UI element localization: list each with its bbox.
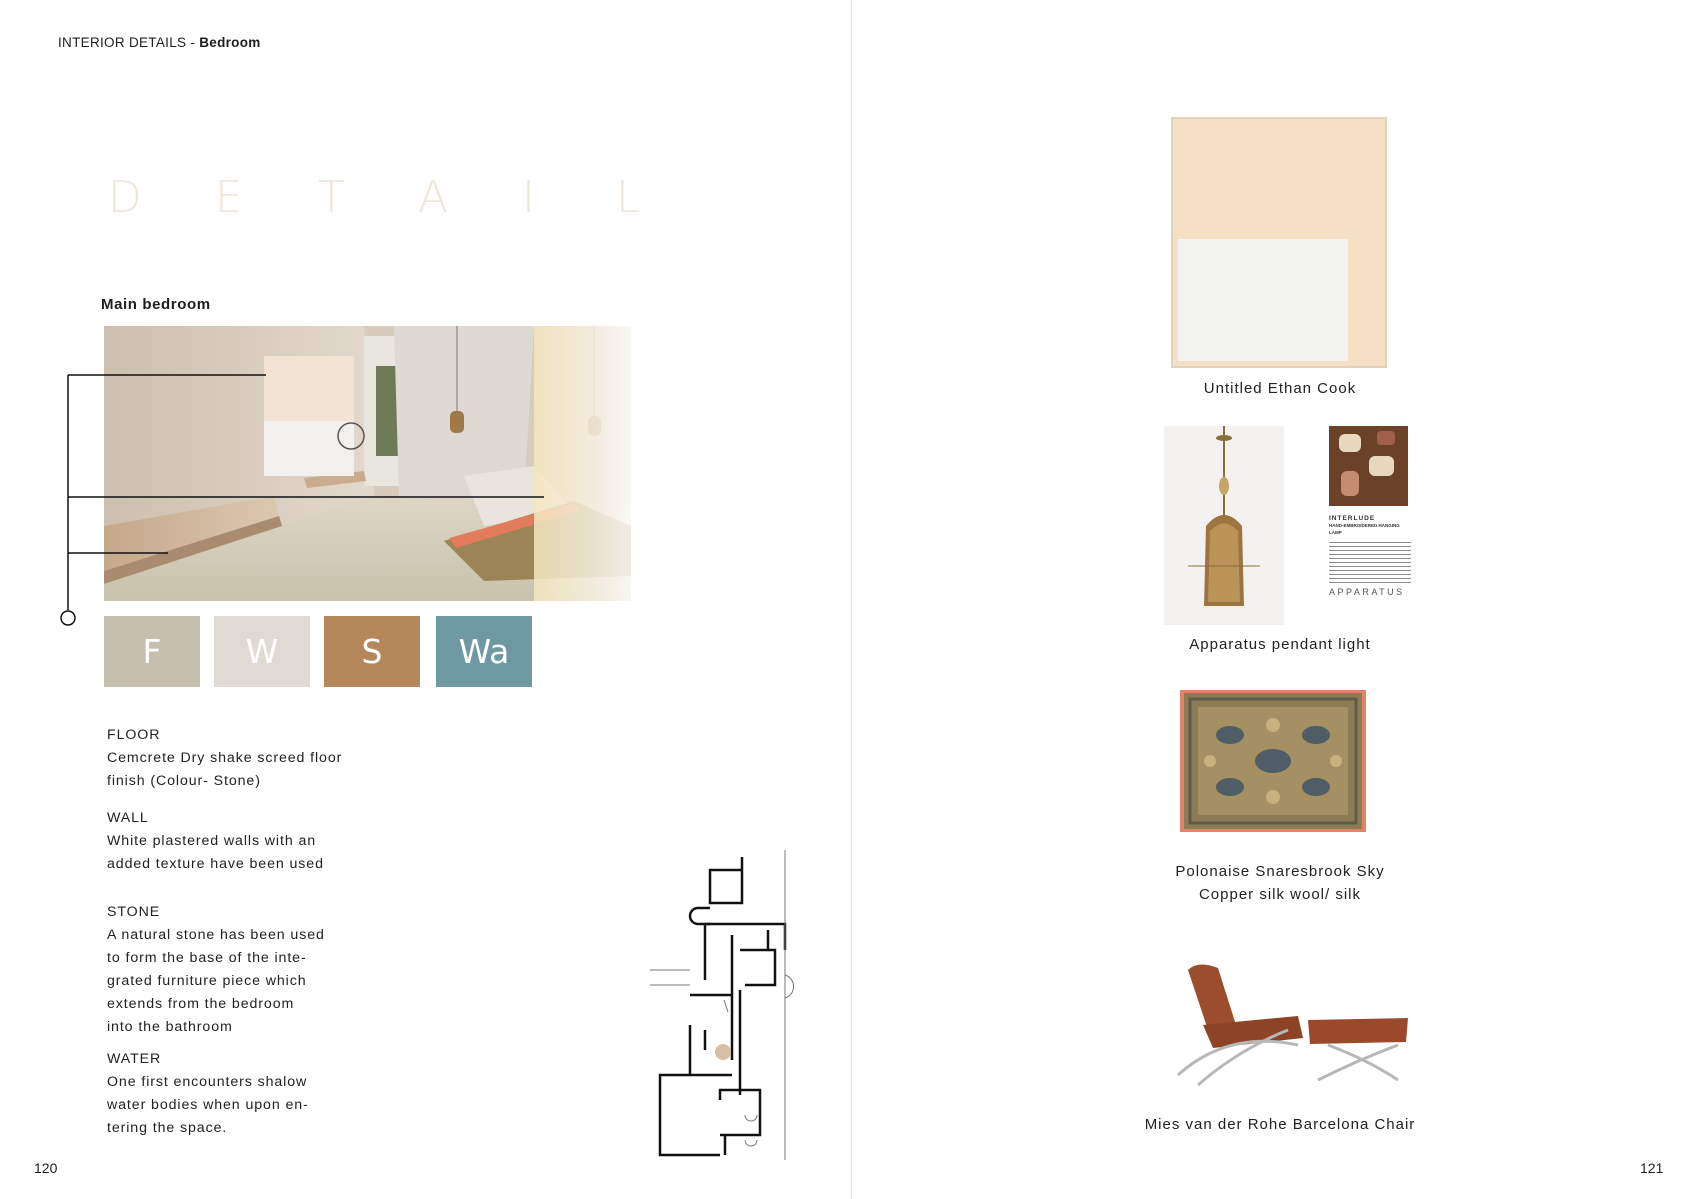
watermark-letter: E (215, 172, 243, 223)
swatch-label: F (142, 632, 162, 671)
callout-lines (60, 360, 580, 630)
page-number-right: 121 (1640, 1160, 1664, 1176)
watermark-letter: L (616, 172, 641, 223)
spec-line: to form the base of the inte- (107, 950, 307, 966)
spec-heading: FLOOR (107, 727, 161, 743)
header-prefix: INTERIOR DETAILS - (58, 35, 200, 50)
rug-caption (1100, 860, 1460, 906)
wall-swatch (214, 616, 310, 687)
spec-line: into the bathroom (107, 1019, 233, 1035)
watermark-letter: A (418, 172, 449, 223)
spec-line: A natural stone has been used (107, 927, 325, 943)
swatch-label: S (361, 632, 383, 671)
spec-line: finish (Colour- Stone) (107, 773, 261, 789)
apparatus-card-body-text (1329, 539, 1411, 583)
embroidery-detail-image (1329, 426, 1408, 506)
spec-heading: STONE (107, 904, 161, 920)
pendant-light-image (1164, 426, 1284, 625)
header-room: Bedroom (199, 35, 261, 50)
swatch-label: Wa (458, 632, 510, 671)
apparatus-card-subtitle: HAND-EMBROIDERED HANGING LAMP (1329, 523, 1400, 535)
apparatus-info-card (1329, 515, 1411, 623)
spec-line: water bodies when upon en- (107, 1097, 309, 1113)
product-caption: Untitled Ethan Cook (1203, 380, 1357, 397)
apparatus-card-title: INTERLUDE (1329, 515, 1376, 522)
page-number-left: 120 (34, 1160, 58, 1176)
spec-line: added texture have been used (107, 856, 324, 872)
product-caption-line: Copper silk wool/ silk (1198, 886, 1362, 903)
watermark-letter: I (522, 172, 535, 223)
spec-line: White plastered walls with an (107, 833, 317, 849)
spec-heading: WATER (107, 1051, 162, 1067)
product-caption: Apparatus pendant light (1189, 636, 1371, 653)
spec-stone (107, 901, 325, 1039)
page-spine (851, 0, 852, 1199)
section-title: Main bedroom (101, 296, 211, 313)
product-caption: Mies van der Rohe Barcelona Chair (1144, 1116, 1416, 1133)
swatch-label: W (245, 632, 279, 671)
spec-line: One first encounters shalow (107, 1074, 308, 1090)
page-header (58, 35, 261, 50)
spec-wall (107, 807, 324, 876)
ethan-cook-artwork-image (1171, 117, 1387, 368)
artwork-white-panel (1178, 239, 1348, 361)
product-caption-line: Polonaise Snaresbrook Sky (1175, 863, 1385, 880)
spec-line: Cemcrete Dry shake screed floor (107, 750, 343, 766)
spec-line: extends from the bedroom (107, 996, 295, 1012)
watermark-letter: T (318, 172, 345, 223)
floor-swatch (104, 616, 200, 687)
floor-plan-drawing (650, 850, 820, 1160)
spec-floor (107, 724, 342, 793)
polonaise-rug-image (1180, 690, 1366, 832)
spec-heading: WALL (107, 810, 149, 826)
spec-line: tering the space. (107, 1120, 228, 1136)
apparatus-card-brand: APPARATUS (1329, 587, 1405, 597)
barcelona-chair-image (1158, 950, 1408, 1095)
water-swatch (436, 616, 532, 687)
spec-line: grated furniture piece which (107, 973, 307, 989)
watermark-letter: D (108, 172, 142, 223)
stone-swatch (324, 616, 420, 687)
spec-water (107, 1048, 309, 1140)
